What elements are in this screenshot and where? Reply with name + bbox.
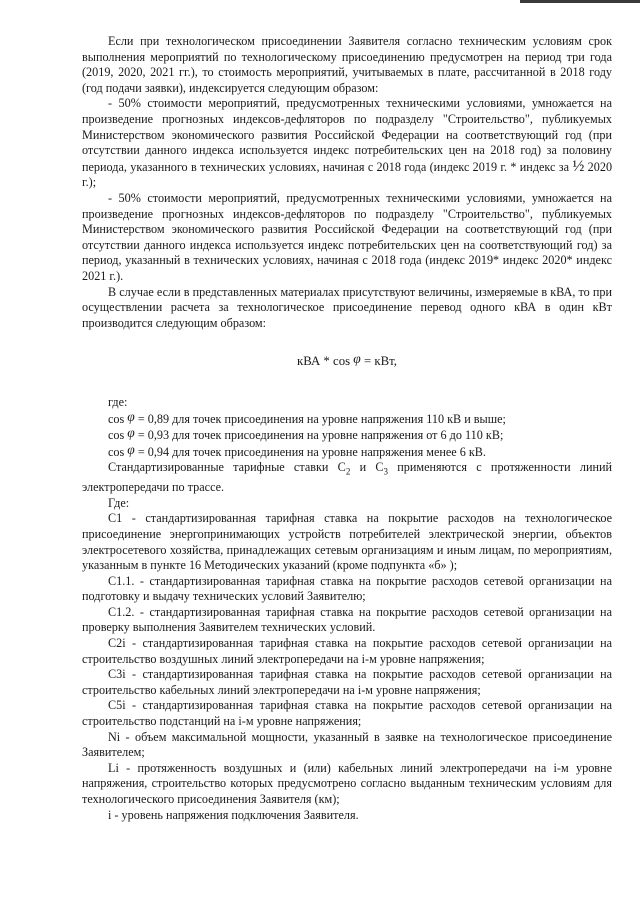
cos-prefix: cos [108, 411, 125, 426]
cos-prefix: cos [108, 428, 125, 443]
where-label: где: [108, 395, 128, 410]
cos-text: = 0,94 для точек присоединения на уровне напряжения менее 6 кВ. [137, 444, 486, 459]
cos-line-6-110kv [82, 427, 612, 443]
formula-left: кВА * cos [297, 354, 351, 369]
paragraph-text: - 50% стоимости мероприятий, предусмотренных техническими условиями, умножается на произведение прогнозных индексов-дефляторов по подразделу "Строительство", публикуемых Министерством экономического развития Российской Федерации на соответствующий год (при отсутствии данного индекса используется индекс потребительских цен на 2018 год) за половину периода, указанного в технических условиях, начиная с 2018 года [82, 96, 612, 174]
definition-li: Li - протяженность воздушных и (или) кабельных линий электропередачи на i-м уровне напряжения, строительство которых предусмотрено согласно выданным техническим условиям для технологического присоединения Заявителя (км); [82, 760, 612, 806]
index-formula-b: 2020 г.); [82, 159, 613, 190]
paragraph-indexation-full-period: - 50% стоимости мероприятий, предусмотренных техническими условиями, умножается на произведение прогнозных индексов-дефляторов по подразделу "Строительство", публикуемых Министерством экономического развития Российской Федерации на соответствующий год (при отсутствии данного индекса используется индекс потребительских цен на соответствующий год) за период, указанный в технических условиях, начиная с 2018 года (индекс 2019* индекс 2020* индекс 2021 г.). [82, 190, 612, 283]
formula-right: = кВт, [363, 354, 397, 369]
phi-symbol: φ [353, 351, 361, 367]
cos-text: = 0,89 для точек присоединения на уровне напряжения 110 кВ и выше; [137, 411, 506, 426]
cos-prefix: cos [108, 444, 125, 459]
cos-text: = 0,93 для точек присоединения на уровне напряжения от 6 до 110 кВ; [137, 428, 504, 443]
paragraph-tariff-rates [82, 460, 612, 496]
definition-c1-1: С1.1. - стандартизированная тарифная ставка на покрытие расходов сетевой организации на подготовку и выдачу технических условий Заявителю; [82, 573, 612, 604]
fraction-half: ½ [572, 157, 585, 175]
tariff-text-b: и С [359, 460, 384, 475]
subscript-3: 3 [383, 466, 388, 477]
definition-c1: С1 - стандартизированная тарифная ставка на покрытие расходов на технологическое присоединение энергопринимающих устройств потребителей электрической энергии, объектов электросетевого хозяйства, принадлежащих сетевым организациям и иным лицам, по мероприятиям, указанным в пункте 16 Методических указаний (кроме подпункта «б» ); [82, 511, 612, 573]
phi-symbol: φ [127, 441, 135, 457]
index-formula-a: (индекс 2019 г. * индекс за [429, 159, 569, 174]
document-body [82, 34, 612, 823]
definition-c2i: С2i - стандартизированная тарифная ставка на покрытие расходов сетевой организации на строительство воздушных линий электропередачи на i-м уровне напряжения; [82, 636, 612, 666]
subscript-2: 2 [345, 466, 351, 477]
paragraph-indexation-intro: Если при технологическом присоединении Заявителя согласно техническим условиям срок выполнения мероприятий по технологическому присоединению предусмотрен на период три года (2019, 2020, 2021 гг.), то стоимость мероприятий, учитываемых в плате, рассчитанной в 2018 году (год подачи заявки), индексируется следующим образом: [82, 34, 612, 95]
tariff-text-c: применяются с протяженности линий электропередачи по трассе. [82, 460, 613, 495]
paragraph-kva-conversion: В случае если в представленных материалах присутствуют величины, измеряемые в кВА, то при осуществлении расчета за технологическое присоединение перевод одного кВА в один кВт производится следующим образом: [82, 284, 612, 330]
definition-c1-2: С1.2. - стандартизированная тарифная ставка на покрытие расходов сетевой организации на проверку выполнения Заявителем технических условий. [82, 604, 612, 635]
conversion-formula [82, 353, 612, 369]
page-top-edge [520, 0, 640, 3]
paragraph-indexation-half-period [82, 96, 612, 191]
cos-line-below-6kv [82, 441, 612, 460]
phi-symbol: φ [127, 425, 135, 441]
where-label: Где: [108, 495, 130, 510]
definition-i: i - уровень напряжения подключения Заявителя. [108, 807, 359, 822]
cos-line-110kv [82, 408, 612, 427]
definition-c5i: С5i - стандартизированная тарифная ставка на покрытие расходов сетевой организации на строительство подстанций на i-м уровне напряжения; [82, 698, 612, 729]
phi-symbol: φ [127, 408, 135, 424]
tariff-text-a: Стандартизированные тарифные ставки С [108, 460, 346, 475]
definition-c3i: С3i - стандартизированная тарифная ставка на покрытие расходов сетевой организации на строительство кабельных линий электропередачи на i-м уровне напряжения; [82, 667, 612, 697]
definition-ni: Ni - объем максимальной мощности, указанный в заявке на технологическое присоединение Заявителем; [82, 729, 612, 760]
